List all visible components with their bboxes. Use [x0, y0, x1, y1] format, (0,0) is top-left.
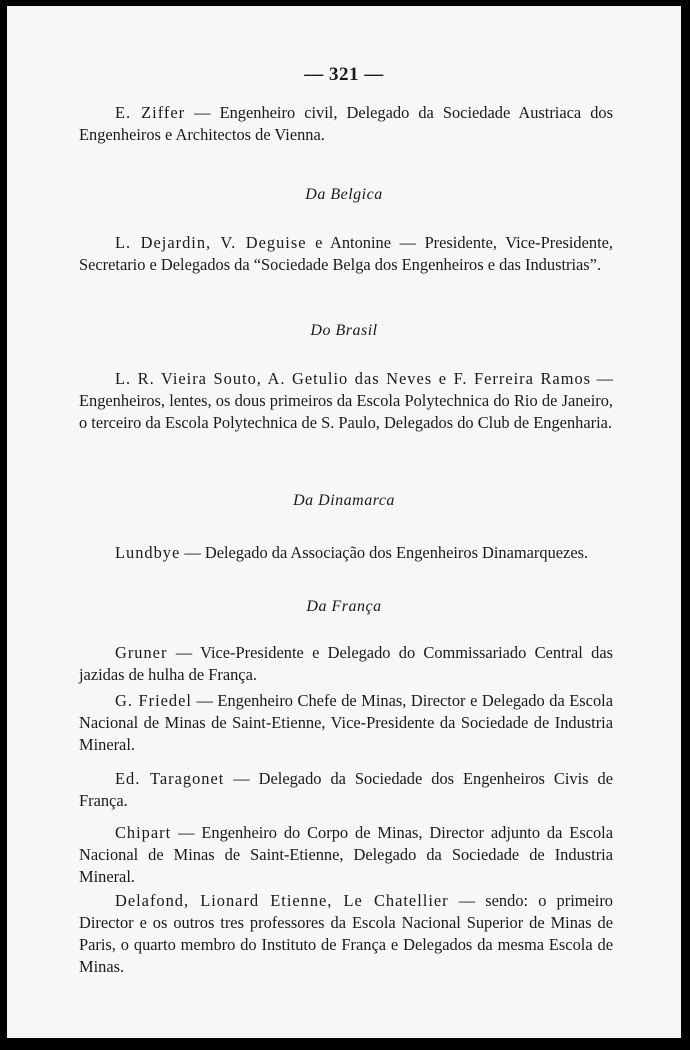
section-heading-brasil: Do Brasil	[310, 322, 378, 339]
entry-chipart	[79, 822, 613, 888]
document-page	[7, 6, 681, 1038]
entry-vieira-souto	[79, 368, 613, 434]
entry-taragonet	[79, 768, 613, 812]
entry-text: — Engenheiros, lentes, os dous primeiros da Escola Polytechnica do Rio de Janeiro, o terceiro da Escola Polytechnica de S. Paulo, Delegados do Club de Engenharia.	[79, 369, 613, 432]
entry-dejardin	[79, 232, 613, 276]
entry-friedel	[79, 690, 613, 756]
entry-lundbye	[79, 542, 613, 564]
entry-text: — Engenheiro civil, Delegado da Sociedade Austriaca dos Engenheiros e Architectos de Vienna.	[79, 103, 613, 144]
entry-delafond	[79, 890, 613, 978]
section-heading-dinamarca: Da Dinamarca	[293, 492, 395, 509]
entry-text: — sendo: o primeiro Director e os outros tres professores da Escola Nacional Superior de Minas de Paris, o quarto membro do Instituto de França e Delegados da mesma Escola de Minas.	[79, 891, 613, 976]
section-heading-belgica: Da Belgica	[305, 186, 383, 203]
entry-text: — Engenheiro Chefe de Minas, Director e Delegado da Escola Nacional de Minas de Saint-Etienne, Vice-Presidente da Sociedade de Industria Mineral.	[79, 691, 613, 754]
entry-name: Ed. Taragonet	[115, 769, 225, 788]
page-number: — 321 —	[304, 64, 384, 85]
entry-name: Lundbye	[115, 543, 181, 562]
entry-name: Chipart	[115, 823, 172, 842]
entry-name: Gruner	[115, 643, 168, 662]
entry-text: — Delegado da Associação dos Engenheiros Dinamarquezes.	[180, 543, 589, 562]
entry-name: L. Dejardin, V. Deguise	[115, 233, 307, 252]
entry-name: L. R. Vieira Souto, A. Getulio das Neves e F. Ferreira Ramos	[115, 369, 592, 388]
entry-ziffer	[79, 102, 613, 146]
entry-text: — Vice-Presidente e Delegado do Commissariado Central das jazidas de hulha de França.	[79, 643, 613, 684]
section-heading-franca: Da França	[306, 598, 382, 615]
entry-name: G. Friedel	[115, 691, 192, 710]
entry-name: E. Ziffer	[115, 103, 186, 122]
entry-text: e Antonine — Presidente, Vice-Presidente, Secretario e Delegados da “Sociedade Belga dos Engenheiros e das Industrias”.	[79, 233, 614, 274]
entry-text: — Delegado da Sociedade dos Engenheiros Civis de França.	[79, 769, 613, 810]
entry-text: — Engenheiro do Corpo de Minas, Director adjunto da Escola Nacional de Minas de Saint-Etienne, Delegado da Sociedade de Industria Mineral.	[79, 823, 613, 886]
entry-name: Delafond, Lionard Etienne, Le Chatellier	[115, 891, 449, 910]
entry-gruner	[79, 642, 613, 686]
